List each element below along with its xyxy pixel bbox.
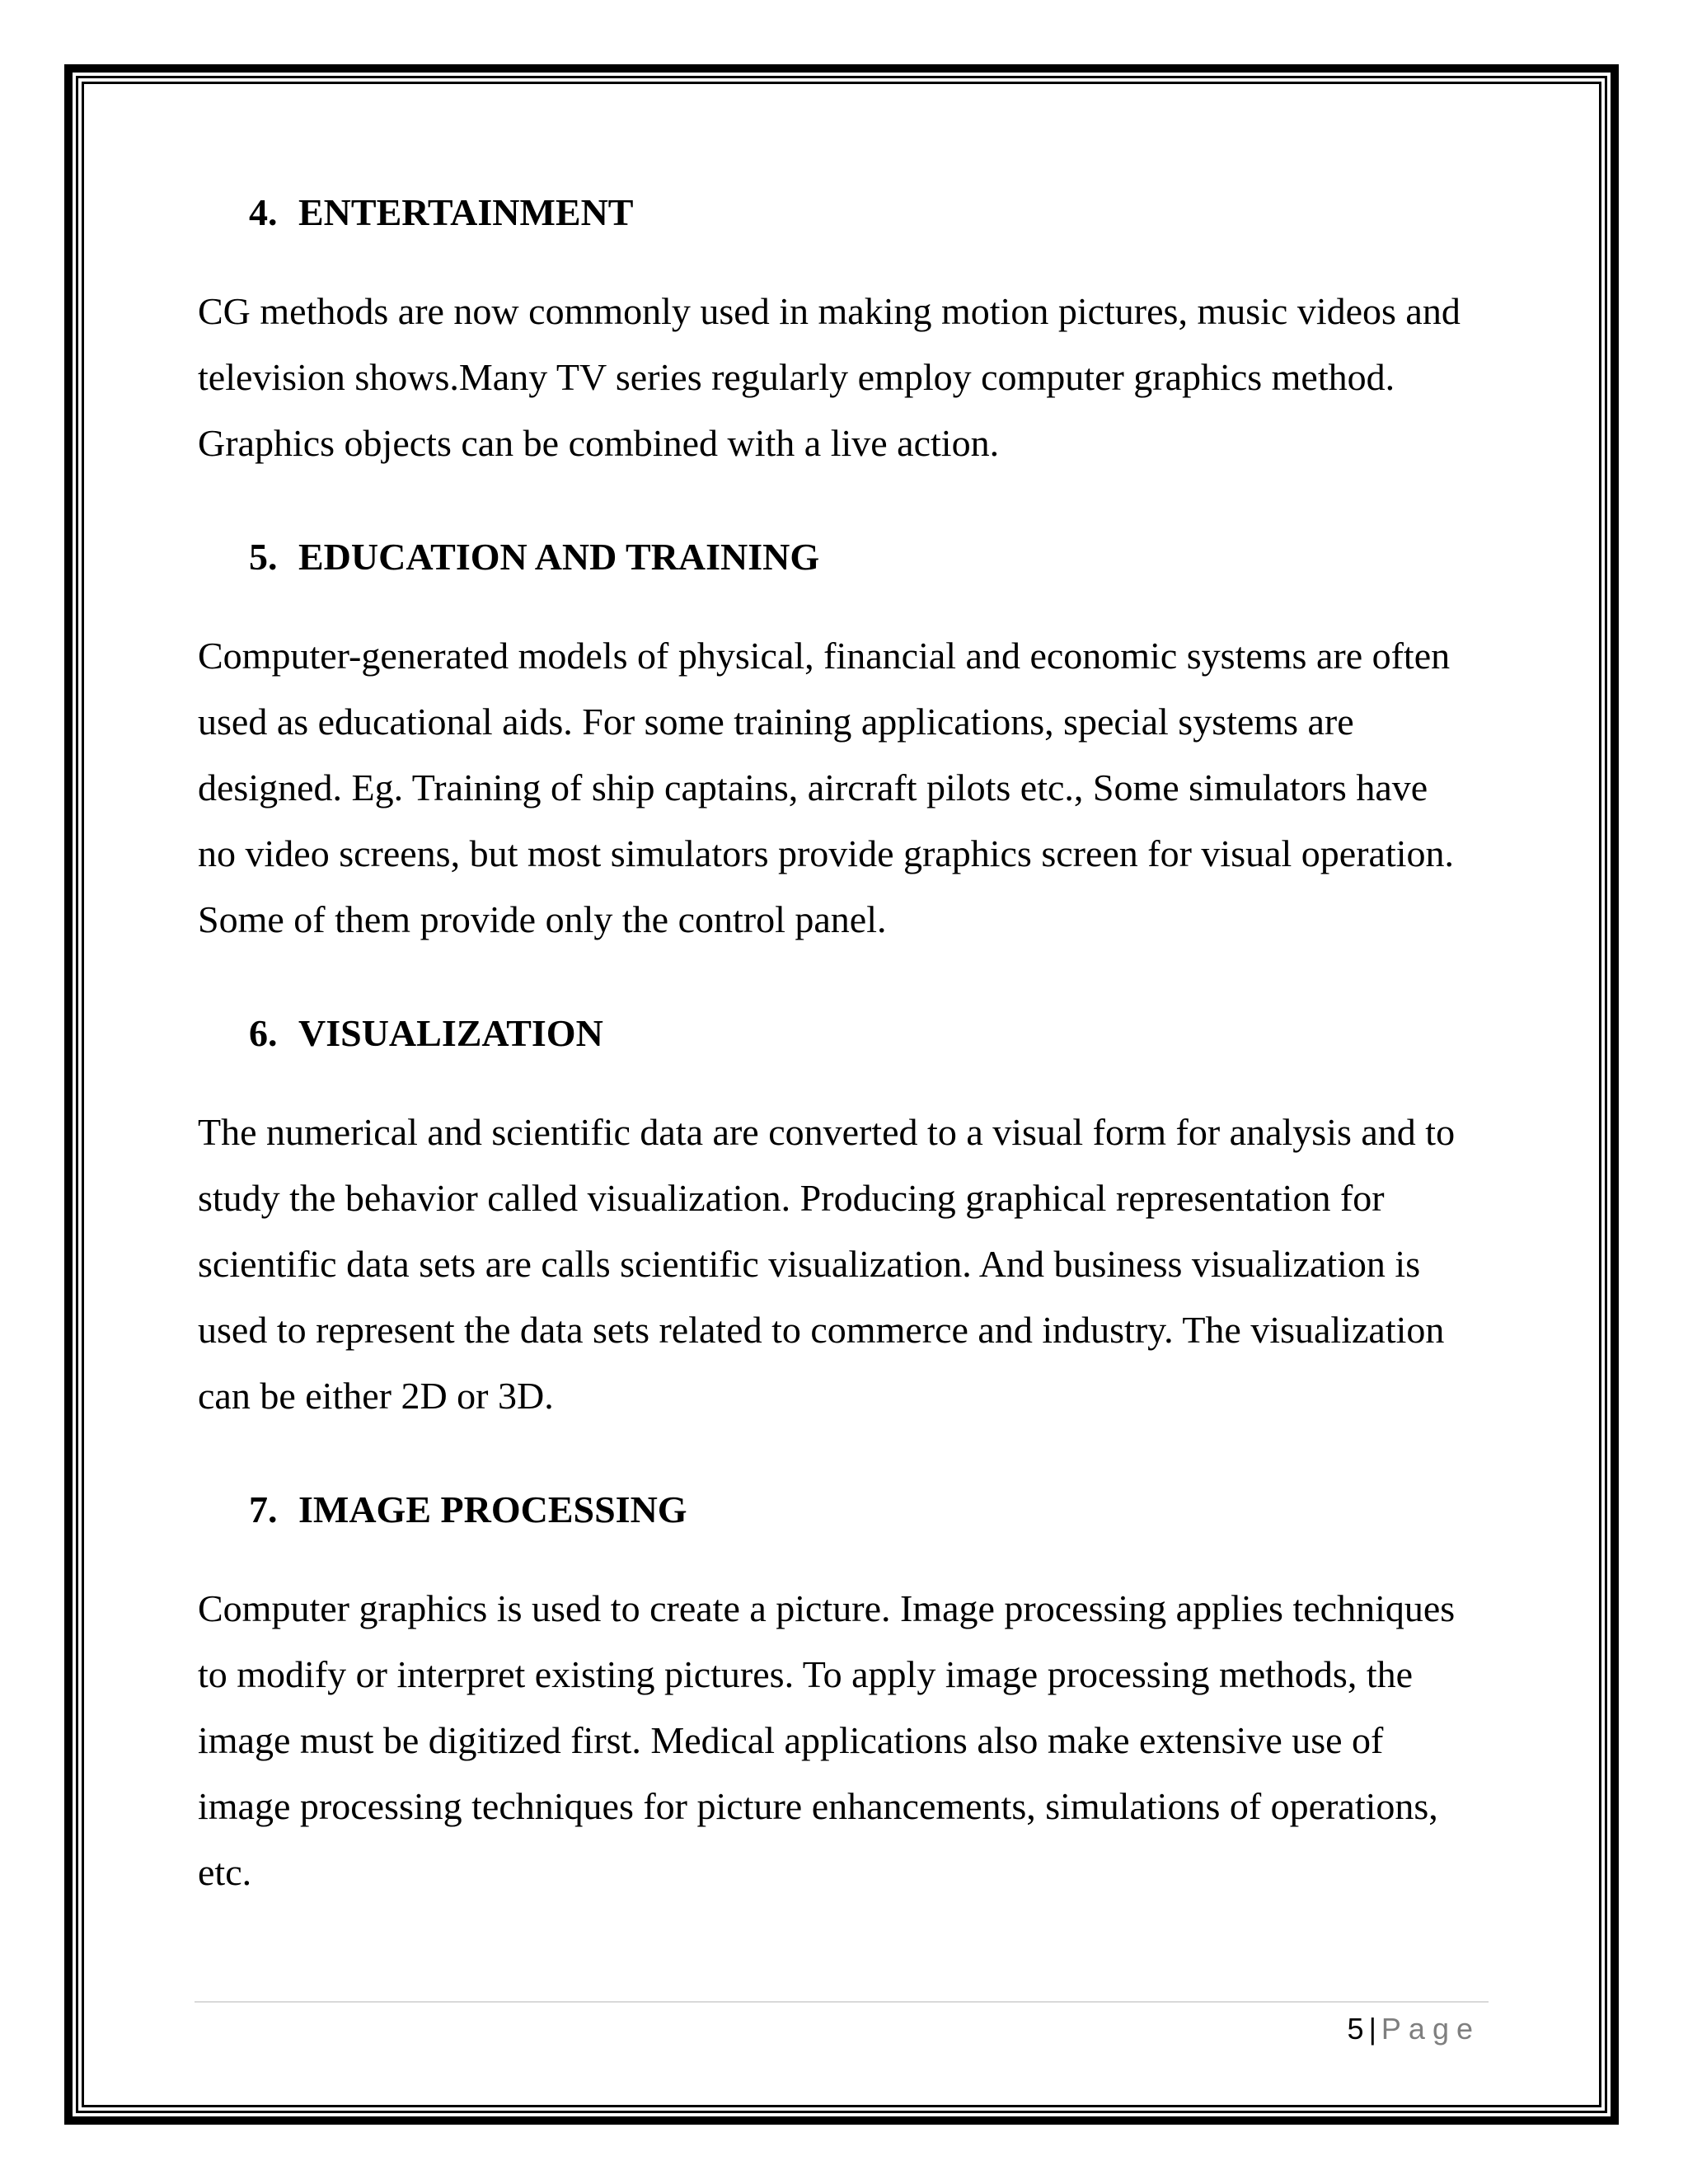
paragraph-line: Computer graphics is used to create a picture. Image processing applies techniques [198,1587,1456,1629]
section-entertainment [198,190,1461,476]
section-education-and-training [198,534,1454,953]
section-number: 5. [249,536,278,578]
section-title: IMAGE PROCESSING [298,1488,687,1530]
paragraph-line: scientific data sets are calls scientific visualization. And business visualization is [198,1243,1421,1285]
page-number: 5 [1347,2012,1364,2046]
section-heading [249,1487,1455,1533]
section-title: VISUALIZATION [298,1012,603,1054]
paragraph-line: used to represent the data sets related to commerce and industry. The visualization [198,1309,1445,1351]
section-number: 4. [249,191,278,233]
paragraph-line: Graphics objects can be combined with a live action. [198,422,1000,464]
section-heading [249,1010,1455,1057]
paragraph-line: CG methods are now commonly used in making motion pictures, music videos and [198,290,1461,332]
paragraph-line: image must be digitized first. Medical applications also make extensive use of [198,1719,1384,1761]
paragraph-line: etc. [198,1851,252,1893]
page-footer [1348,2011,1480,2047]
section-paragraph [198,623,1454,953]
section-image-processing [198,1487,1455,1905]
paragraph-line: television shows.Many TV series regularly employ computer graphics method. [198,356,1395,398]
paragraph-line: study the behavior called visualization. Producing graphical representation for [198,1177,1385,1219]
section-paragraph [198,1099,1455,1429]
page-label: Page [1381,2012,1480,2046]
section-heading [249,190,1461,236]
paragraph-line: image processing techniques for picture enhancements, simulations of operations, [198,1785,1438,1827]
paragraph-line: to modify or interpret existing pictures. To apply image processing methods, the [198,1653,1414,1695]
footer-separator: | [1368,2012,1376,2046]
footer-divider [195,2001,1489,2003]
paragraph-line: used as educational aids. For some training applications, special systems are [198,701,1354,743]
paragraph-line: designed. Eg. Training of ship captains, aircraft pilots etc., Some simulators have [198,766,1428,808]
section-title: EDUCATION AND TRAINING [298,536,820,578]
paragraph-line: Some of them provide only the control panel. [198,898,887,940]
section-paragraph [198,1576,1455,1905]
section-number: 7. [249,1488,278,1530]
section-visualization [198,1010,1455,1429]
paragraph-line: Computer-generated models of physical, financial and economic systems are often [198,635,1451,677]
paragraph-line: can be either 2D or 3D. [198,1375,554,1417]
paragraph-line: no video screens, but most simulators provide graphics screen for visual operation. [198,832,1455,874]
section-heading [249,534,1454,580]
paragraph-line: The numerical and scientific data are converted to a visual form for analysis and to [198,1111,1456,1153]
section-paragraph [198,279,1461,476]
section-title: ENTERTAINMENT [298,191,634,233]
section-number: 6. [249,1012,278,1054]
